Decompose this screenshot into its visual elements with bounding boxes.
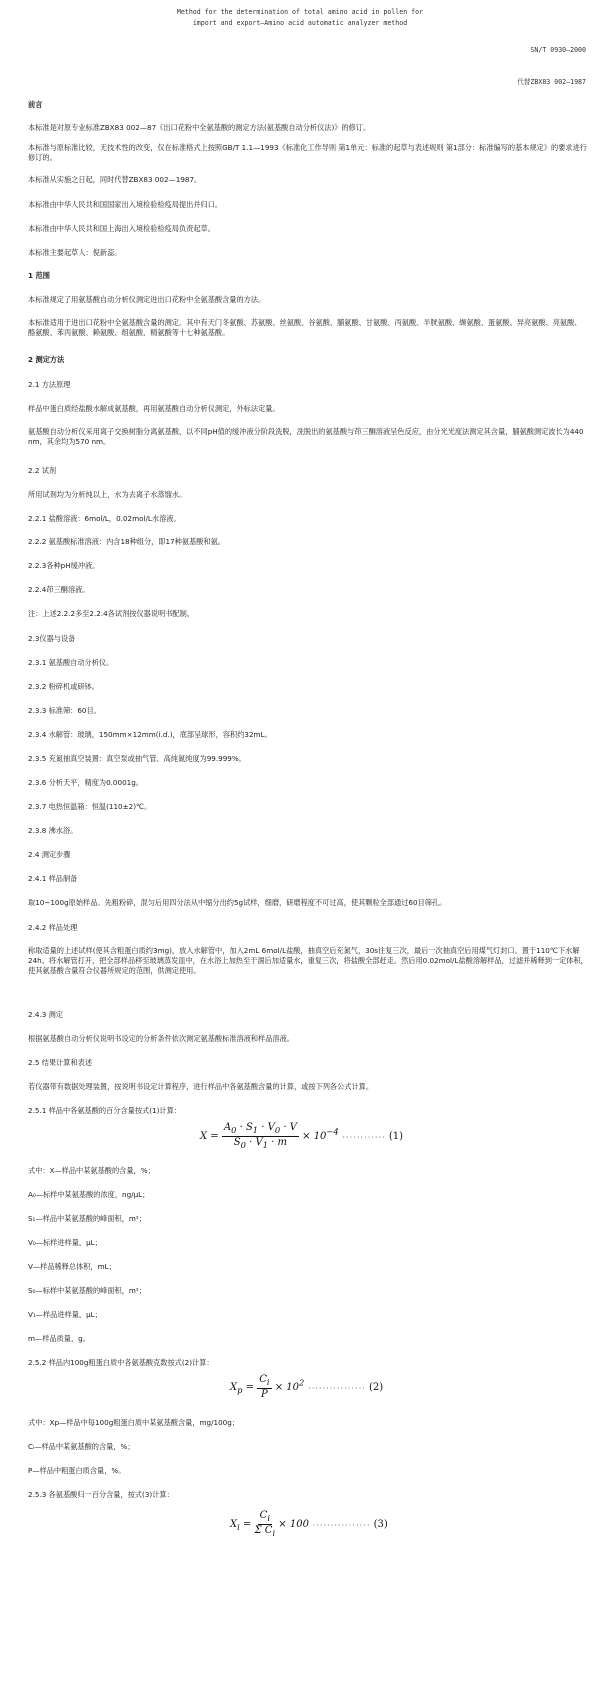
section-2-2-paragraph: 所用试剂均为分析纯以上，水为去离子水蒸馏水。 [28, 490, 187, 499]
foreword-paragraph-6: 本标准主要起草人：倪新蕊。 [28, 248, 122, 257]
item-2-2-2: 2.2.2 氨基酸标准溶液：内含18种组分，即17种氨基酸和氨。 [28, 537, 225, 546]
formula-3: $X_i$ = $\frac{C_i}{\Sigma C_i}$ × 100 ················ (3) [230, 1510, 388, 1538]
formula-2-label: (2) [368, 1382, 384, 1393]
note-paragraph: 注：上述2.2.2多至2.2.4各试剂按仪器说明书配制。 [28, 609, 194, 618]
section-2-5-paragraph: 若仪器带有数据处理装置，按说明书设定计算程序，进行样品中各氨基酸含量的计算，或按下列各公式计算。 [28, 1082, 374, 1091]
formula-3-label: (3) [373, 1519, 388, 1530]
definition-m: m—样品质量，g。 [28, 1334, 90, 1343]
definition-a0: A₀—标样中某氨基酸的浓度，ng/μL； [28, 1190, 150, 1199]
formula-1-label: (1) [388, 1131, 404, 1142]
section-2-4-heading: 2.4 测定步骤 [28, 850, 71, 859]
item-2-2-1: 2.2.1 盐酸溶液：6mol/L，0.02mol/L水溶液。 [28, 514, 181, 523]
section-1-paragraph-1: 本标准规定了用氨基酸自动分析仪测定进出口花粉中全氨基酸含量的方法。 [28, 295, 266, 304]
foreword-paragraph-2: 本标准与原标准比较，无技术性的改变，仅在标准格式上按照GB/T 1.1—1993《标准化工作导则 第1单元：标准的起草与表述规则 第1部分：标准编写的基本规定》的要求进行修订的。 [28, 143, 587, 162]
where-clause-1: 式中：X—样品中某氨基酸的含量，%； [28, 1166, 155, 1175]
definition-v1: V₁—样品进样量，μL； [28, 1310, 102, 1319]
item-2-3-7: 2.3.7 电热恒温箱：恒温(110±2)℃。 [28, 802, 152, 811]
section-2-5-3-heading: 2.5.3 各氨基酸归一百分含量，按式(3)计算： [28, 1490, 174, 1499]
definition-s0: S₀—标样中某氨基酸的峰面积，m²； [28, 1286, 146, 1295]
replaces-standard: 代替ZBX83 002—1987 [517, 78, 586, 86]
definition-s1: S₁—样品中某氨基酸的峰面积，m²； [28, 1214, 146, 1223]
section-1-paragraph-2: 本标准适用于进出口花粉中全氨基酸含量的测定。其中有天门冬氨酸、苏氨酸、丝氨酸、谷氨酸、脯氨酸、甘氨酸、丙氨酸、半胱氨酸、缬氨酸、蛋氨酸、异亮氨酸、亮氨酸、酪氨酸、苯丙氨酸、赖氨酸、组氨酸、精氨酸等十七种氨基酸。 [28, 318, 582, 337]
item-2-2-3: 2.2.3各种pH缓冲液。 [28, 561, 100, 570]
section-2-5-heading: 2.5 结果计算和表述 [28, 1058, 93, 1067]
section-2-4-2-paragraph: 称取适量的上述试样(使其含粗蛋白质约3mg)，放入水解管中，加入2mL 6mol/L盐酸，抽真空后充氮气，30s往复三次，最后一次抽真空后用煤气灯封口。置于110℃下水解24h。将水解管打开，把全部样品移至玻璃蒸发皿中，在水浴上加热至干涸后加适量水，重复三次，将盐酸全部赶走。然后用0.02mol/L盐酸溶解样品，过滤并稀释到一定体积，使其氨基酸含量符合仪器所规定的范围，供测定使用。 [28, 946, 588, 975]
where-clause-2: 式中：Xp—样品中每100g粗蛋白质中某氨基酸含量，mg/100g； [28, 1418, 239, 1427]
item-2-3-2: 2.3.2 粉碎机或研钵。 [28, 682, 99, 691]
standard-number: SN/T 0930—2000 [530, 46, 586, 54]
section-2-5-2-heading: 2.5.2 样品内100g粗蛋白质中各氨基酸克数按式(2)计算： [28, 1358, 214, 1367]
item-2-3-3: 2.3.3 标准筛：60目。 [28, 706, 101, 715]
formula-2: $X_p$ = $\frac{C_i}{P}$ × $10^2$ ················ (2) [230, 1374, 384, 1400]
item-2-3-5: 2.3.5 充氮抽真空装置：真空泵或抽气管、高纯氮纯度为99.999%。 [28, 754, 246, 763]
foreword-paragraph-4: 本标准由中华人民共和国国家出入境检验检疫局提出并归口。 [28, 200, 223, 209]
section-2-4-3-heading: 2.4.3 测定 [28, 1010, 63, 1019]
section-2-3-heading: 2.3仪器与设备 [28, 634, 76, 643]
section-2-4-1-paragraph: 取10~100g原始样品。先粗粉碎，混匀后用四分法从中缩分出约5g试样，细磨，研磨程度不可过高，使其颗粒全部通过60目筛孔。 [28, 898, 447, 907]
section-2-heading: 2 测定方法 [28, 355, 65, 364]
english-title-line-1: Method for the determination of total amino acid in pollen for [176, 8, 424, 16]
section-2-4-3-paragraph: 根据氨基酸自动分析仪说明书设定的分析条件依次测定氨基酸标准溶液和样品溶液。 [28, 1034, 294, 1043]
section-2-1-paragraph-1: 样品中蛋白质经盐酸水解成氨基酸，再用氨基酸自动分析仪测定，外标法定量。 [28, 404, 280, 413]
definition-v0: V₀—标样进样量，μL； [28, 1238, 102, 1247]
english-title-line-2: import and export—Amino acid automatic analyzer method [192, 19, 408, 27]
item-2-2-4: 2.2.4茚三酮溶液。 [28, 585, 90, 594]
section-2-2-heading: 2.2 试剂 [28, 466, 57, 475]
item-2-3-8: 2.3.8 沸水浴。 [28, 826, 78, 835]
definition-ci: Cᵢ—样品中某氨基酸的含量，%； [28, 1442, 135, 1451]
item-2-3-4: 2.3.4 水解管：玻璃，150mm×12mm(i.d.)，底部呈球形，容积约32mL。 [28, 730, 272, 739]
definition-p: P—样品中粗蛋白质含量，%。 [28, 1466, 126, 1475]
foreword-paragraph-5: 本标准由中华人民共和国上海出入境检验检疫局负责起草。 [28, 224, 215, 233]
foreword-heading: 前言 [28, 100, 43, 109]
section-2-1-paragraph-2: 氨基酸自动分析仪采用离子交换树脂分离氨基酸，以不同pH值的缓冲液分阶段洗脱，洗脱出的氨基酸与茚三酮溶液呈色反应，由分光光度法测定其含量，脯氨酸测定波长为440 nm，其余均为570 nm。 [28, 427, 584, 446]
item-2-3-6: 2.3.6 分析天平，精度为0.0001g。 [28, 778, 143, 787]
section-2-4-1-heading: 2.4.1 样品制备 [28, 874, 78, 883]
section-2-4-2-heading: 2.4.2 样品处理 [28, 923, 78, 932]
formula-1: X = $\frac{A_0 \cdot S_1 \cdot V_0 \cdot V}{S_0 \cdot V_1 \cdot m}$ × $10^{-4}$ ············ (1) [200, 1122, 404, 1150]
definition-v: V—样品稀释总体积，mL； [28, 1262, 116, 1271]
section-2-5-1-heading: 2.5.1 样品中各氨基酸的百分含量按式(1)计算： [28, 1106, 181, 1115]
section-2-1-heading: 2.1 方法原理 [28, 380, 71, 389]
foreword-paragraph-3: 本标准从实施之日起，同时代替ZBX83 002—1987。 [28, 175, 202, 184]
item-2-3-1: 2.3.1 氨基酸自动分析仪。 [28, 658, 114, 667]
foreword-paragraph-1: 本标准是对原专业标准ZBX83 002—87《出口花粉中全氨基酸的测定方法(氨基酸自动分析仪法)》的修订。 [28, 123, 371, 132]
section-1-heading: 1 范围 [28, 271, 50, 280]
